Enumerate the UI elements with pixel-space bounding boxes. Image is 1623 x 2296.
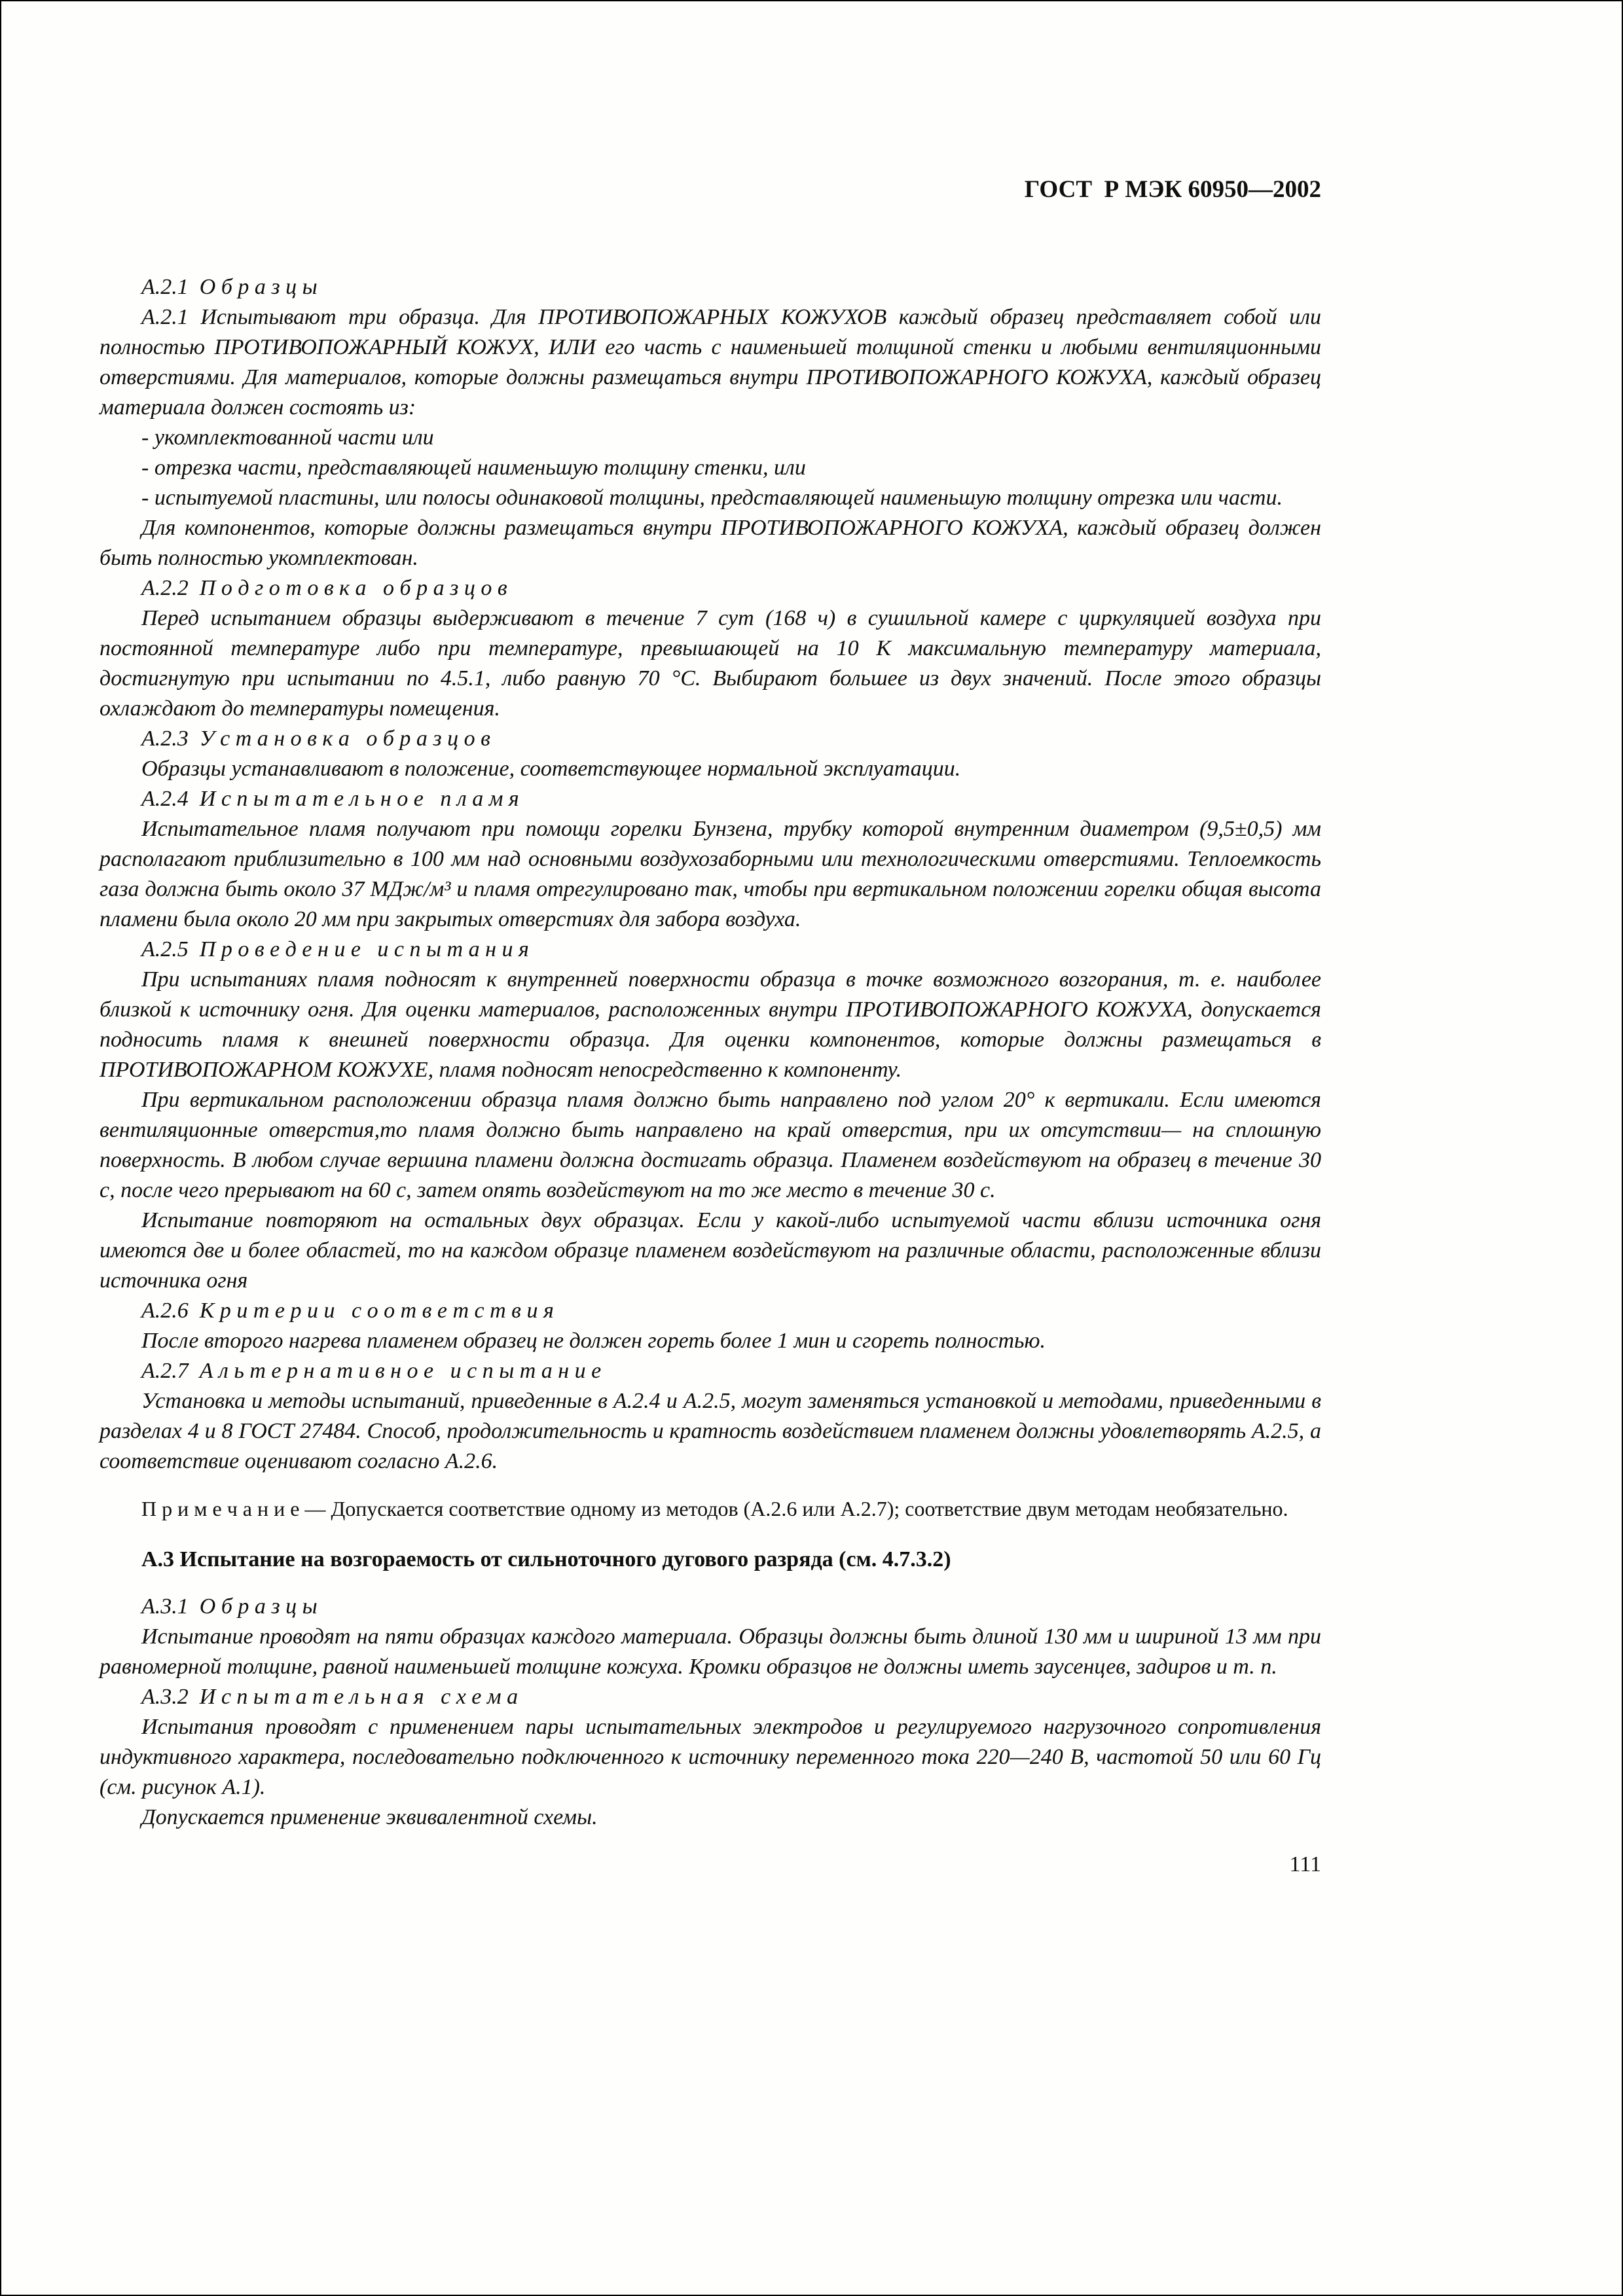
list-item: - отрезка части, представляющей наименьшую толщину стенки, или (141, 456, 806, 480)
list-item: - укомплектованной части или (141, 425, 434, 450)
paragraph: Установка и методы испытаний, приведенные в А.2.4 и А.2.5, могут заменяться установкой и методами, приведенными в разделах 4 и 8 ГОСТ 27484. Способ, продолжительность и кратность воздействием пламенем должны удовлетворять А.2.5, а соответствие оценивают согласно А.2.6. (100, 1389, 1321, 1473)
section-heading: А.3.1 О б р а з ц ы (141, 1594, 318, 1619)
paragraph: Испытательное пламя получают при помощи горелки Бунзена, трубку которой внутренним диаметром (9,5±0,5) мм располагают приблизительно в 100 мм над основными воздухозаборными или технологическими отверстиями. Теплоемкость газа должна быть около 37 МДж/м³ и пламя отрегулировано так, чтобы при вертикальном положении горелки общая высота пламени была около 20 мм при закрытых отверстиях для забора воздуха. (100, 817, 1321, 931)
section-heading: А.3.2 И с п ы т а т е л ь н а я с х е м а (141, 1685, 519, 1709)
section-heading: А.2.4 И с п ы т а т е л ь н о е п л а м я (141, 787, 519, 811)
paragraph: Допускается применение эквивалентной схемы. (141, 1805, 598, 1829)
document-code: ГОСТ Р МЭК 60950—2002 (1024, 176, 1321, 203)
page-footer (100, 1852, 1321, 1877)
paragraph: При вертикальном расположении образца пламя должно быть направлено под углом 20° к вертикали. Если имеются вентиляционные отверстия,то пламя должно быть направлено на край отверстия, при их отсутствии— на сплошную поверхность. В любом случае вершина пламени должна достигать образца. Пламенем воздействуют на образец в течение 30 с, после чего прерывают на 60 с, затем опять воздействуют на то же место в течение 30 с. (100, 1088, 1321, 1202)
document-body (100, 272, 1321, 1833)
section-heading: А.2.7 А л ь т е р н а т и в н о е и с п ы т а н и е (141, 1359, 602, 1383)
page-header (100, 147, 1321, 233)
paragraph: Образцы устанавливают в положение, соответствующее нормальной эксплуатации. (141, 757, 961, 781)
page-number: 111 (1289, 1852, 1321, 1876)
paragraph: Испытание проводят на пяти образцах каждого материала. Образцы должны быть длиной 130 мм и шириной 13 мм при равномерной толщине, равной наименьшей толщине кожуха. Кромки образцов не должны иметь заусенцев, задиров и т. п. (100, 1624, 1321, 1679)
section-heading: А.2.1 О б р а з ц ы (141, 275, 318, 299)
section-heading: А.2.6 К р и т е р и и с о о т в е т с т в и я (141, 1299, 554, 1323)
list-item: - испытуемой пластины, или полосы одинаковой толщины, представляющей наименьшую толщину отрезка или части. (141, 486, 1283, 510)
section-heading: А.2.2 П о д г о т о в к а о б р а з ц о в (141, 576, 507, 600)
paragraph: А.2.1 Испытывают три образца. Для ПРОТИВОПОЖАРНЫХ КОЖУХОВ каждый образец представляет собой или полностью ПРОТИВОПОЖАРНЫЙ КОЖУХ, ИЛИ его часть с наименьшей толщиной стенки и любыми вентиляционными отверстиями. Для материалов, которые должны размещаться внутри ПРОТИВОПОЖАРНОГО КОЖУХА, каждый образец материала должен состоять из: (100, 305, 1321, 420)
paragraph: Перед испытанием образцы выдерживают в течение 7 сут (168 ч) в сушильной камере с циркуляцией воздуха при постоянной температуре либо при температуре, превышающей на 10 К максимальную температуру материала, достигнутую при испытании по 4.5.1, либо равную 70 °С. Выбирают большее из двух значений. После этого образцы охлаждают до температуры помещения. (100, 606, 1321, 721)
paragraph: Испытание повторяют на остальных двух образцах. Если у какой-либо испытуемой части вблизи источника огня имеются две и более областей, то на каждом образце пламенем воздействуют на различные области, расположенные вблизи источника огня (100, 1208, 1321, 1293)
section-heading: А.2.5 П р о в е д е н и е и с п ы т а н и я (141, 937, 529, 961)
paragraph: После второго нагрева пламенем образец не должен гореть более 1 мин и сгореть полностью. (141, 1329, 1046, 1353)
note: П р и м е ч а н и е — Допускается соответствие одному из методов (А.2.6 или А.2.7); соответствие двум методам необязательно. (141, 1497, 1288, 1520)
section-title: А.3 Испытание на возгораемость от сильноточного дугового разряда (см. 4.7.3.2) (141, 1547, 951, 1571)
paragraph: Для компонентов, которые должны размещаться внутри ПРОТИВОПОЖАРНОГО КОЖУХА, каждый образец должен быть полностью укомплектован. (100, 516, 1321, 570)
paragraph: При испытаниях пламя подносят к внутренней поверхности образца в точке возможного возгорания, т. е. наиболее близкой к источнику огня. Для оценки материалов, расположенных внутри ПРОТИВОПОЖАРНОГО КОЖУХА, допускается подносить пламя к внешней поверхности образца. Для оценки компонентов, которые должны размещаться в ПРОТИВОПОЖАРНОМ КОЖУХЕ, пламя подносят непосредственно к компоненту. (100, 967, 1321, 1082)
paragraph: Испытания проводят с применением пары испытательных электродов и регулируемого нагрузочного сопротивления индуктивного характера, последовательно подключенного к источнику переменного тока 220—240 В, частотой 50 или 60 Гц (см. рисунок А.1). (100, 1715, 1321, 1799)
section-heading: А.2.3 У с т а н о в к а о б р а з ц о в (141, 726, 490, 751)
page-frame (100, 147, 1321, 1833)
